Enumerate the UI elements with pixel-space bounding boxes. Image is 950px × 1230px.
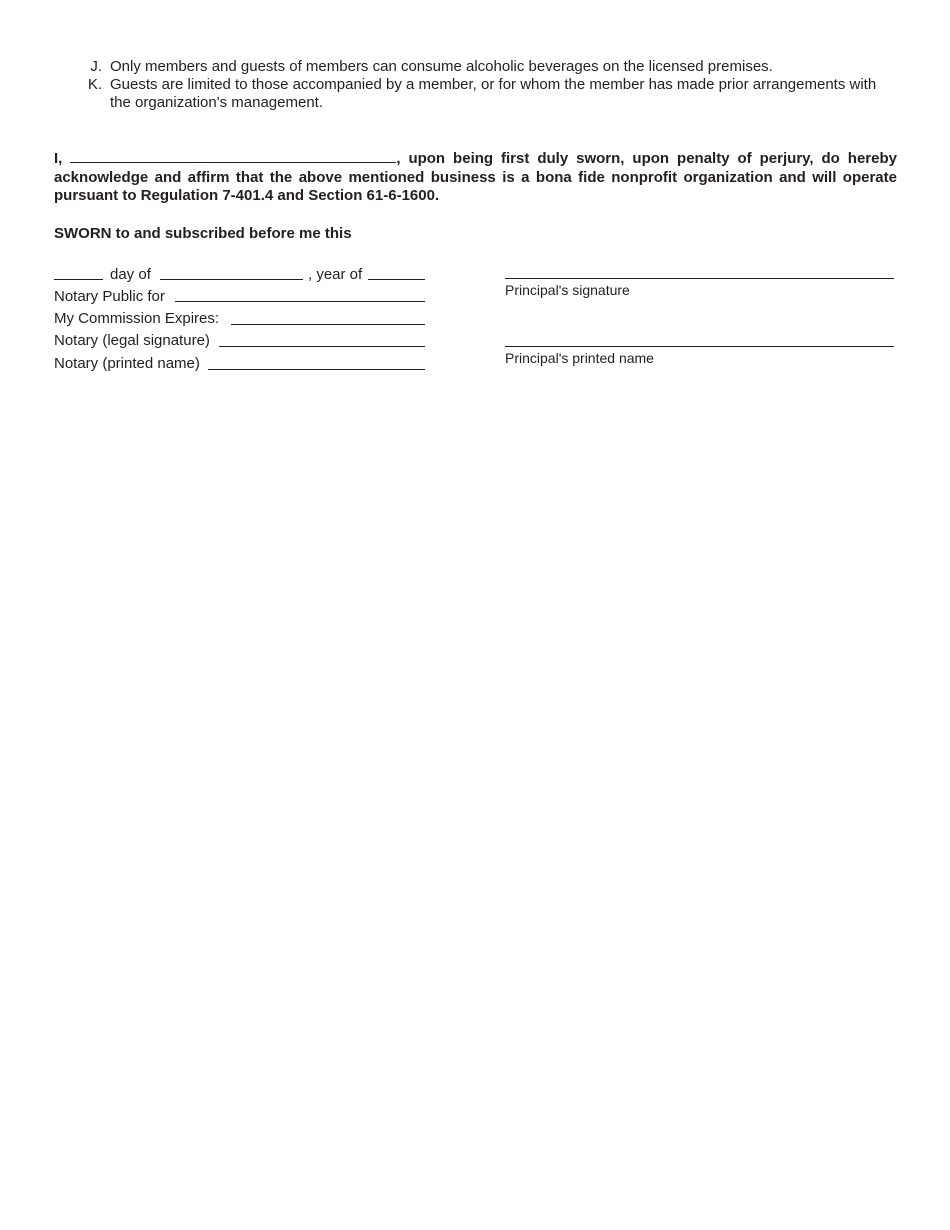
year-blank[interactable] xyxy=(368,279,425,280)
month-blank[interactable] xyxy=(160,279,303,280)
notary-printed-name-blank[interactable] xyxy=(208,369,425,370)
day-blank[interactable] xyxy=(54,279,103,280)
legal-signature-blank[interactable] xyxy=(219,346,425,347)
oath-name-blank[interactable] xyxy=(70,150,396,163)
commission-row xyxy=(54,310,426,328)
list-text: Only members and guests of members can consume alcoholic beverages on the licensed premises. xyxy=(110,58,773,75)
date-row xyxy=(54,266,426,284)
notary-public-label: Notary Public for xyxy=(54,288,165,305)
legal-signature-row xyxy=(54,332,426,350)
principal-printed-name-label: Principal's printed name xyxy=(505,350,654,366)
oath-text: , upon being first duly sworn, upon penalty of perjury, do hereby acknowledge and affirm that the above mentioned business is a bona fide nonprofit organization and will operate pursuant to Regulation 7-401.4 and Section 61-6-1600. xyxy=(54,150,897,204)
sworn-heading: SWORN to and subscribed before me this xyxy=(54,225,352,242)
list-letter: K. xyxy=(87,76,102,93)
day-of-label: day of xyxy=(110,266,151,283)
commission-label: My Commission Expires: xyxy=(54,310,220,327)
oath-paragraph xyxy=(54,150,897,206)
list-item-k xyxy=(86,76,906,112)
commission-blank[interactable] xyxy=(231,324,425,325)
principal-printed-name-line[interactable] xyxy=(505,346,894,347)
list-text: Guests are limited to those accompanied by a member, or for whom the member has made prior arrangements with the organization's management. xyxy=(110,76,877,111)
principal-signature-line[interactable] xyxy=(505,278,894,279)
notary-public-row xyxy=(54,288,426,306)
list-letter: J. xyxy=(90,58,102,75)
notary-public-blank[interactable] xyxy=(175,301,425,302)
printed-name-row xyxy=(54,355,426,373)
year-of-label: , year of xyxy=(308,266,363,283)
list-item-j xyxy=(86,58,906,76)
principal-signature-label: Principal's signature xyxy=(505,282,630,298)
oath-prefix: I, xyxy=(54,150,63,167)
printed-name-label: Notary (printed name) xyxy=(54,355,200,372)
legal-signature-label: Notary (legal signature) xyxy=(54,332,210,349)
